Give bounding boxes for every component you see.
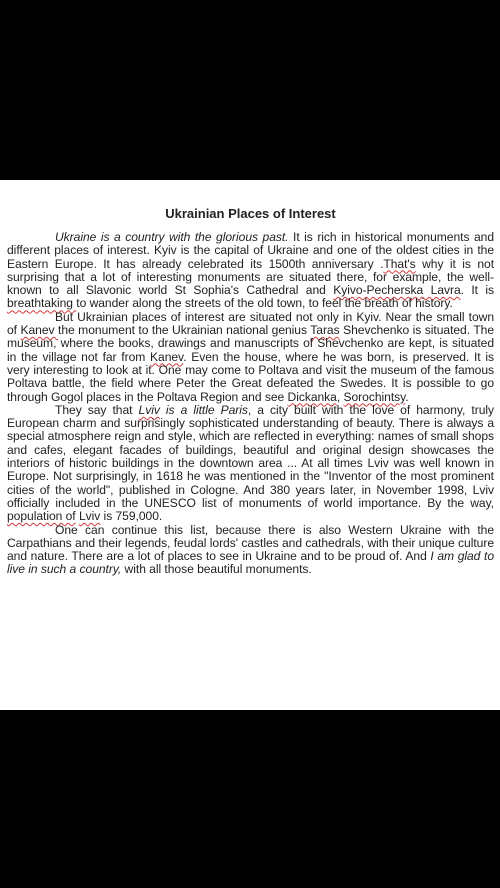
paragraph-4: [7, 524, 494, 577]
text: I am glad to live in such a country,: [7, 549, 494, 577]
spellcheck-word: breathtaking: [7, 296, 77, 311]
text: They say that: [55, 402, 139, 417]
text: to wander along the streets of the old town, to feel the breath of history.: [76, 296, 453, 311]
text: with all those beautiful monuments.: [121, 562, 312, 577]
document-page: [0, 180, 500, 710]
text: Shevchenko is situated. The museum, where the books, drawings and manuscripts of Shevchenko are kept, is situated in the village not far from: [7, 323, 495, 364]
text: why it is not surprising that a lot of interesting monuments are situated there, for example, the well-known to all Slavonic world St Sophia's Cathedral and: [7, 256, 495, 298]
text: One can continue this list, because there is also Western Ukraine with the Carpathians and their legends, feudal lords' castles and cathedrals, with their unique culture and nature. There are a lot of places to see in Ukraine and to be proud of. And: [7, 522, 494, 564]
spellcheck-word: Kyivo-Pecherska Lavra: [333, 283, 461, 298]
paragraph-2: [7, 311, 494, 404]
paragraph-3: [7, 404, 494, 524]
spellcheck-word: That's: [383, 256, 416, 271]
spellcheck-word: Sorochintsy: [343, 389, 406, 404]
spellcheck-word: population of: [7, 509, 76, 524]
spellcheck-word: Kanev: [150, 349, 184, 364]
spellcheck-word: Dickanka: [287, 389, 337, 404]
text: is 759,000.: [100, 509, 163, 524]
text: the monument to the Ukrainian national genius: [58, 323, 311, 338]
spellcheck-word: Kanev: [20, 323, 59, 338]
text: Ukraine is a country with the glorious past.: [55, 230, 289, 244]
text: , a city built with the love of harmony, truly European charm and surprisingly sophisticated understanding of beauty. There is always a special atmosphere reign and style, which are reflected in everything: names of small shops and cafes, elegant facades of buildings, beautiful and original design showcases the interiors of historic buildings in the downtown area ... At all times Lviv was well known in Europe. Not surprisingly, in 1618 he was mentioned in the "Inventor of the most prominent cities of the world", published in Cologne. And 380 years later, in November 1998, Lviv officially included in the UNESCO list of monuments of world importance. By the way,: [7, 402, 495, 510]
text: . Even the house, where he was born, is preserved. It is very interesting to look at it. One may come to Poltava and visit the museum of the famous Poltava battle, the field where Peter the Great defeated the Swedes. It is possible to go through Gogol places in the Poltava Region and see: [7, 349, 494, 404]
document-title: Ukrainian Places of Interest: [165, 206, 336, 221]
text: It is rich in historical monuments and different places of interest. Kyiv is the capital of Ukraine and one of the oldest cities in the Eastern Europe. It has already celebrated its 1500th anniversary .: [7, 230, 494, 271]
spellcheck-word: Lviv: [78, 509, 101, 524]
text: . It is: [460, 283, 494, 298]
text: is a little Paris: [159, 402, 248, 417]
text: ,: [336, 389, 344, 404]
spellcheck-word: Lviv: [138, 402, 160, 417]
paragraph-1: [7, 231, 494, 311]
spellcheck-word: Taras: [310, 323, 340, 338]
text: But Ukrainian places of interest are situated not only in Kyiv. Near the small town of: [7, 309, 494, 338]
text: .: [405, 389, 409, 404]
